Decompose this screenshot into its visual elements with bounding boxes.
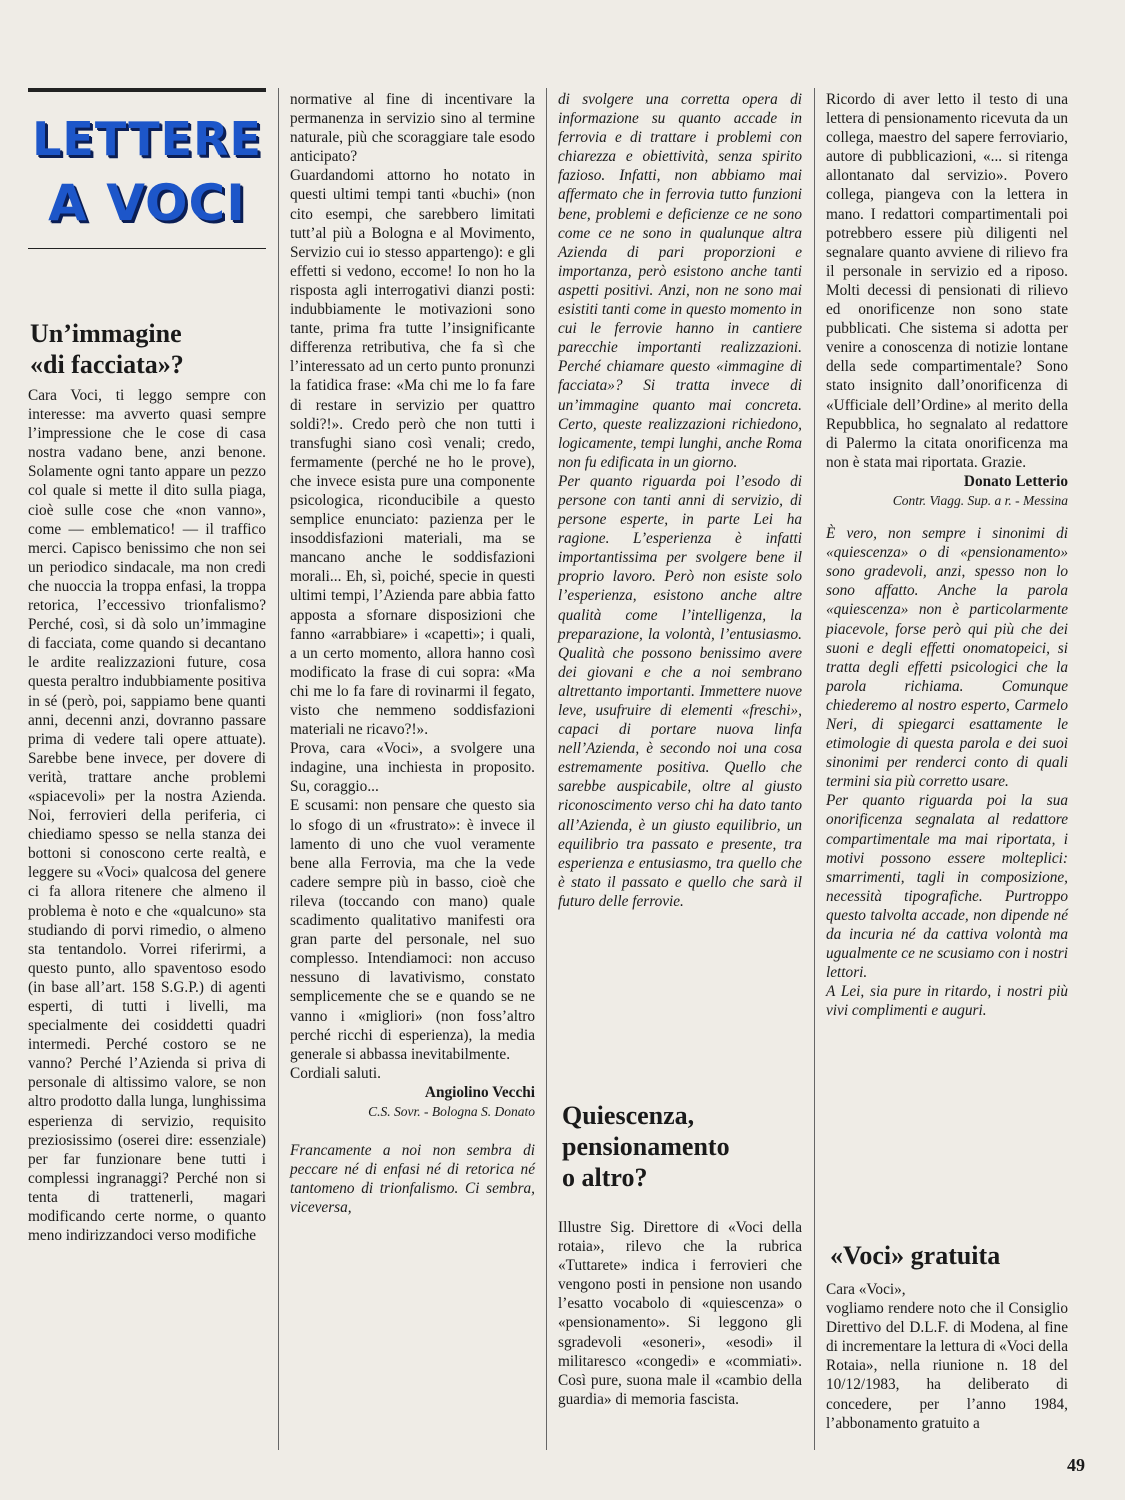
article1-letter-part5: E scusami: non pensare che questo sia lo sfogo di un «frustrato»: è invece il lamento di uno che vuol veramente bene alla Ferrovia, ma che la vede cadere sempre più in basso, cioè che rileva (toccando con mano) quale scadimento qualitativo manifesti ora gran parte del personale, nel suo complesso. Intendiamoci: non accuso nessuno di lavativismo, constato semplicemente che se e quando se ne vanno i «migliori» (non foss’altro perché ricchi di esperienza), la media generale si abbassa inevitabilmente. [290,797,535,1063]
article1-letter-part3: Guardandomi attorno ho notato in questi ultimi tempi tanti «buchi» (non cito esempi, che sarebbero limitati tutt’al più a Bologna e al Movimento, Servizio cui io stesso appartengo): e gli effetti si vedono, eccome! Io non ho la risposta agli interrogativi dianzi posti: indubbiamente le motivazioni sono tante, prima fra tutte l’insignificante differenza retributiva, che fa sì che l’interessato ad un certo punto pronunzi la fatidica frase: «Ma chi me lo fa fare di restare in servizio per quattro soldi?!». Credo però che non tutti i transfughi siano così venali; credo, fermamente (perché ne ho le prove), che invece esista pure una componente psicologica, riconducibile a questo semplice enunciato: pazienza per le insoddisfazioni materiali, ma se mancano anche le soddisfazioni morali... Eh, sì, poiché, specie in questi ultimi tempi, l’Azienda pare abbia fatto apposta a sfornare disposizioni che fanno «arrabbiare» i «capetti»; i quali, a un certo momento, allora hanno così modificato la frase di cui sopra: «Ma chi me lo fa fare di rovinarmi il fegato, visto che nemmeno soddisfazioni materiali ne ricavo?!». [290,167,535,739]
column-rule [278,88,279,1450]
column-4-lower [826,1280,1068,1433]
article1-letter-part2: normative al fine di incentivare la permanenza in servizio sino al termine naturale, più che scoraggiare tale esodo anticipato? [290,91,535,166]
article1-letter-part4: Prova, cara «Voci», a svolgere una indagine, una inchiesta in proposito. Su, coraggio... [290,740,535,796]
article2-signature-sub: Contr. Viagg. Sup. a r. - Messina [892,492,1068,508]
article3-salutation: Cara «Voci», [826,1281,906,1298]
article3-title: «Voci» gratuita [830,1241,1001,1270]
article2-reply-p3: A Lei, sia pure in ritardo, i nostri più vivi complimenti e auguri. [826,983,1068,1020]
masthead-logo [28,88,266,249]
article2-signature: Donato Letterio [963,472,1068,490]
masthead-line1: LETTERE [32,112,262,166]
column-1 [28,386,266,1245]
article2-reply-p2: Per quanto riguarda poi la sua onorificenza segnalata al redattore compartimentale ma mai riportata, i motivi possono essere molteplici: smarrimenti, tagli in composizione, necessità tipografiche. Purtroppo questo talvolta accade, non dipende né da incuria né da cattiva volontà ma ugualmente ce ne scusiamo con i nostri lettori. [826,792,1068,982]
article1-signature: Angiolino Vecchi [424,1083,535,1101]
article1-letter-closing: Cordiali saluti. [290,1064,381,1082]
column-rule [546,88,547,1450]
column-3-lower [558,1218,802,1409]
article2-letter-part1: Illustre Sig. Direttore di «Voci della rotaia», rilevo che la rubrica «Tuttarete» indica i ferrovieri che vengono posti in pensione non usando l’esatto vocabolo di «quiescenza» o «pensionamento». Si leggono gli sgradevoli «esoneri», «esodi» il militaresco «congedi» e «commiati». Così pure, suona male il «cambio della guardia» di memoria fascista. [558,1219,802,1408]
column-rule [814,88,815,1450]
article2-letter-part2: Ricordo di aver letto il testo di una lettera di pensionamento ricevuta da un collega, maestro del sapere ferroviario, autore di pubblicazioni, «... si ritenga allontanato dal servizio». Povero collega, piangeva con la lettera in mano. I redattori compartimentali poi potrebbero essere più diligenti nel segnalare quanto avviene di rilievo fra il personale in servizio ed a riposo. Molti decessi di pensionati di rilievo ed onorificenze non sono state pubblicati. Che sistema si adotta per venire a conoscenza di notizie lontane della sede compartimentale? Sono stato insignito dall’onorificenza di «Ufficiale dell’Ordine» al merito della Repubblica, ho segnalato al redattore di Palermo la citata onorificenza ma non è stata mai riportata. Grazie. [826,91,1068,471]
column-2 [290,90,535,1217]
article1-reply-part2: di svolgere una corretta opera di informazione su quanto accade in ferrovia e di trattare i problemi con chiarezza e obiettività, senza spirito fazioso. Infatti, non abbiamo mai affermato che in ferrovia tutto funzioni bene, problemi e deficienze ce ne sono come ce ne sono in qualunque altra Azienda di pari proporzioni e importanza, però esistono anche tanti aspetti positivi. Anzi, non ne sono mai esistiti tanti come in questo momento in cui le ferrovie hanno in cantiere parecchie importanti realizzazioni. Perché chiamare questo «immagine di facciata»? Si tratta invece di un’immagine quanto mai concreta. Certo, queste realizzazioni richiedono, logicamente, tempi lunghi, anche Roma non fu edificata in un giorno. [558,91,802,471]
article1-title: Un’immagine «di facciata»? [30,319,184,379]
article3-text: vogliamo rendere noto che il Consiglio Direttivo del D.L.F. di Modena, al fine di incrementare la lettura di «Voci della Rotaia», nella riunione n. 18 del 10/12/1983, ha deliberato di concedere, per l’anno 1984, l’abbonamento gratuito a [826,1300,1068,1432]
article1-letter-part1: Cara Voci, ti leggo sempre con interesse: ma avverto quasi sempre l’impressione che le cose di casa nostra vadano bene, anzi benone. Solamente ogni tanto appare un pezzo col quale si mette il dito sulla piaga, cioè sulle cose che «non vanno», come — emblematico! — il traffico merci. Capisco benissimo che non sei un periodico sindacale, ma non credi che nuoccia la troppa enfasi, la troppa retorica, l’eccessivo trionfalismo? Perché, così, si dà solo un’immagine di facciata, come quando si decantano le ardite realizzazioni future, cosa questa peraltro indubbiamente positiva in sé (però, poi, sappiamo bene quanti anni, decenni anzi, dovranno passare prima di vedere tali opere attuate). Sarebbe bene invece, per dovere di verità, trattare anche problemi «spiacevoli» per la nostra Azienda. Noi, ferrovieri della periferia, ci chiediamo spesso se nella stanza dei bottoni si conoscono certe realtà, e leggere su «Voci» qualcosa del genere ci fa allora ritenere che almeno il problema è noto e che «qualcuno» sta studiando di porvi rimedio, o almeno sta tentandolo. Vorrei riferirmi, a questo punto, allo spaventoso esodo (in base all’art. 158 S.G.P.) di agenti esperti, di tutti i livelli, ma specialmente dei cosiddetti quadri intermedi. Perché costoro se ne vanno? Perché l’Azienda si priva di personale di altissimo valore, se non altro prodotto dalla lunga, lunghissima esperienza di servizio, requisito preziosissimo (oserei dire: essenziale) per far funzionare bene tutti i complessi ingranaggi? Perché non si tenta di trattenerli, magari modificando certe norme, o quanto meno indirizzandoci verso modifiche [28,387,266,1245]
article2-title: Quiescenza, pensionamento o altro? [562,1101,730,1192]
masthead-line2: A VOCI [48,174,246,232]
article1-reply-part3: Per quanto riguarda poi l’esodo di persone con tanti anni di servizio, di persone esperte, in parte Lei ha ragione. L’esperienza è infatti importantissima per svolgere bene il proprio lavoro. Però non esiste solo l’esperienza, esistono anche altre qualità come l’intelligenza, la preparazione, la volontà, l’entusiasmo. Qualità che possono benissimo avere dei giovani e che a noi sembrano altrettanto importanti. Immettere nuove leve, usufruire di elementi «freschi», capaci di portare nuova linfa nell’Azienda, è secondo noi una cosa estremamente positiva. Quello che sarebbe auspicabile, oltre al giusto riconoscimento verso chi ha dato tanto all’Azienda, è un giusto equilibrio, un equilibrio tra passato e presente, tra esperienza e entusiasmo, tra quello che è stato il passato e quello che sarà il futuro delle ferrovie. [558,472,802,910]
column-3 [558,90,802,911]
article1-signature-sub: C.S. Sovr. - Bologna S. Donato [368,1103,535,1119]
article2-reply-p1: È vero, non sempre i sinonimi di «quiescenza» o di «pensionamento» sono gradevoli, anzi, spesso non lo sono affatto. Anche la parola «quiescenza» non è particolarmente piacevole, forse però qui più che dei suoni e degli effetti onomatopeici, si tratta degli effetti psicologici che la parola richiama. Comunque chiederemo al nostro esperto, Carmelo Neri, di spiegarci esattamente le etimologie di questa parola e dei suoi sinonimi per renderci conto di quali termini sia più corretto usare. [826,525,1068,791]
article1-reply-part1: Francamente a noi non sembra di peccare né di enfasi né di retorica né tantomeno di trionfalismo. Ci sembra, viceversa, [290,1142,535,1217]
column-4 [826,90,1068,1021]
page-number: 49 [1067,1455,1085,1475]
